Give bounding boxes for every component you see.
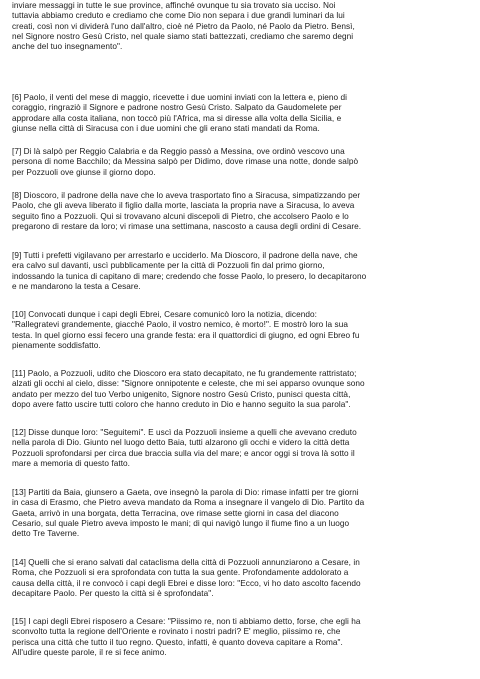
paragraph-11: [11] Paolo, a Pozzuoli, udito che Dioscoro era stato decapitato, ne fu grandemente rattristato; alzati gli occhi al cielo, disse: "Signore onnipotente e celeste, che mi sei apparso ovunque sono andato per mezzo del tuo Verbo unigenito, Signore nostro Gesù Cristo, punisci questa città, dopo avere fatto uscire tutti coloro che hanno creduto in Dio e hanno seguito la sua parola". — [12, 369, 365, 409]
paragraph-6: [6] Paolo, il venti del mese di maggio, ricevette i due uomini inviati con la lettera e, pieno di coraggio, ringraziò il Signore e padrone nostro Gesù Cristo. Salpato da Gaudomelete per approdare alla costa italiana, non toccò più l'Africa, ma si diresse alla volta della Sicilia, e giunse nella città di Siracusa con i due uomini che gli erano stati mandati da Roma. — [12, 93, 348, 133]
paragraph-12: [12] Disse dunque loro: "Seguitemi". E uscì da Pozzuoli insieme a quelli che avevano creduto nella parola di Dio. Giunto nel luogo detto Baia, tutti alzarono gli occhi e videro la città detta Pozzuoli sprofondarsi per circa due braccia sulla via del mare; e ancor oggi si trova là sotto il mare a memoria di questo fatto. — [12, 428, 357, 468]
paragraph-15: [15] I capi degli Ebrei risposero a Cesare: "Piissimo re, non ti abbiamo detto, forse, che egli ha sconvolto tutta la regione dell'Oriente e rovinato i nostri padri? E' meglio, piissimo re, che perisca una città che tutto il tuo regno. Questo, infatti, è quanto doveva capitare a Roma". All'udire queste parole, il re si fece animo. — [12, 617, 361, 657]
paragraph-8: [8] Dioscoro, il padrone della nave che lo aveva trasportato fino a Siracusa, simpatizzando per Paolo, che gli aveva liberato il figlio dalla morte, lasciata la propria nave a Siracusa, lo aveva seguito fino a Pozzuoli. Qui si trovavano alcuni discepoli di Pietro, che accolsero Paolo e lo pregarono di restare da loro; vi rimase una settimana, nascosto a causa degli ordini di Cesare. — [12, 191, 362, 231]
paragraph-14: [14] Quelli che si erano salvati dal cataclisma della città di Pozzuoli annunziarono a Cesare, in Roma, che Pozzuoli si era sprofondata con tutta la sua gente. Profondamente addolorato a causa della città, il re convocò i capi degli Ebrei e disse loro: "Ecco, vi ho dato ascolto facendo decapitare Paolo. Per questo la città si è sprofondata". — [12, 558, 361, 598]
paragraph-intro: inviare messaggi in tutte le sue province, affinché ovunque tu sia trovato sia ucciso. Noi tuttavia abbiamo creduto e crediamo che come Dio non separa i due grandi luminari da lui creati, così non vi dividerà l'uno dall'altro, cioè né Pietro da Paolo, né Paolo da Pietro. Bensì, nel Signore nostro Gesù Cristo, nel quale siamo stati battezzati, crediamo che saremo degni anche del tuo insegnamento". — [12, 1, 355, 52]
paragraph-9: [9] Tutti i prefetti vigilavano per arrestarlo e ucciderlo. Ma Dioscoro, il padrone della nave, che era calvo sul davanti, uscì pubblicamente per la città di Pozzuoli fin dal primo giorno, indossando la tunica di capitano di mare; credendo che fosse Paolo, lo presero, lo decapitarono e ne mandarono la testa a Cesare. — [12, 251, 367, 291]
paragraph-7: [7] Di là salpò per Reggio Calabria e da Reggio passò a Messina, ove ordinò vescovo una persona di nome Bacchilo; da Messina salpò per Didimo, dove rimase una notte, donde salpò per Pozzuoli ove giunse il giorno dopo. — [12, 147, 359, 177]
paragraph-10: [10] Convocati dunque i capi degli Ebrei, Cesare comunicò loro la notizia, dicendo: "Rallegratevi grandemente, giacché Paolo, il vostro nemico, è morto!". E mostrò loro la sua testa. In quel giorno essi fecero una grande festa: era il quattordici di giugno, ed ogni Ebreo fu pienamente soddisfatto. — [12, 310, 360, 350]
paragraph-13: [13] Partiti da Baia, giunsero a Gaeta, ove insegnò la parola di Dio: rimase infatti per tre giorni in casa di Erasmo, che Pietro aveva mandato da Roma a insegnare il vangelo di Dio. Partito da Gaeta, arrivò in una borgata, detta Terracina, ove rimase sette giorni in casa del diacono Cesario, sul quale Pietro aveva imposto le mani; di qui navigò lungo il fiume fino a un luogo detto Tre Taverne. — [12, 488, 365, 539]
